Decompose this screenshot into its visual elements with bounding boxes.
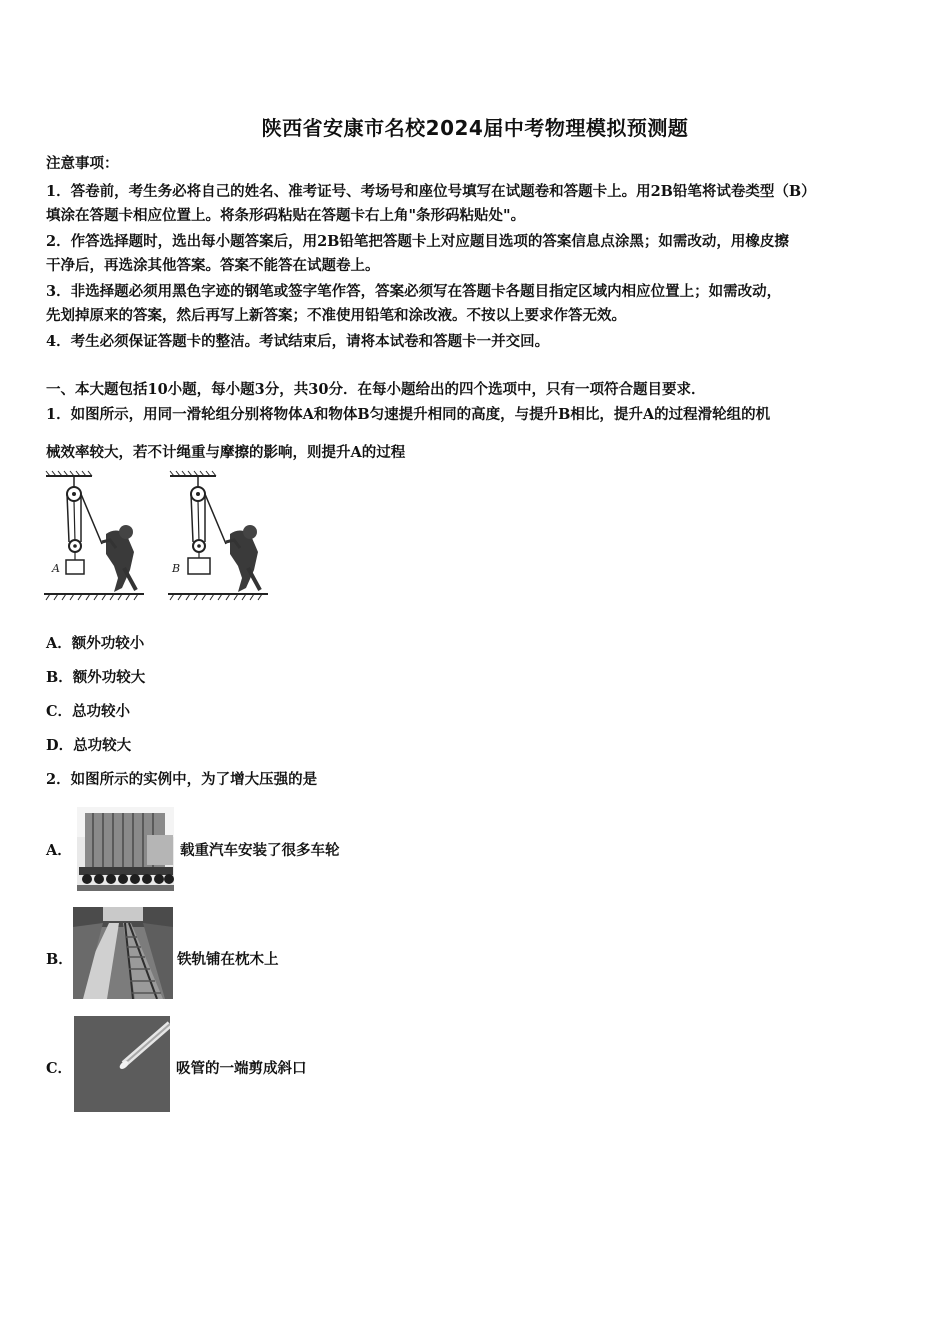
q1-option-a: A．额外功较小 <box>46 635 145 652</box>
notice-heading: 注意事项： <box>46 155 119 172</box>
notice-line-7: 4．考生必须保证答题卡的整洁。考试结束后，请将本试卷和答题卡一并交回。 <box>46 333 550 350</box>
q1-option-b: B．额外功较大 <box>46 669 146 686</box>
q2-option-b-label: B． <box>46 951 73 968</box>
q1-pulley-figure <box>44 470 270 604</box>
q2-option-c-label: C． <box>46 1060 73 1077</box>
q1-option-c: C．总功较小 <box>46 703 131 720</box>
pulley-apparatus-a <box>44 471 144 600</box>
truck-photo <box>77 807 174 891</box>
page-title: 陕西省安康市名校2024届中考物理模拟预测题 <box>261 116 689 140</box>
notice-line-6: 先划掉原来的答案，然后再写上新答案；不准使用铅笔和涂改液。不按以上要求作答无效。 <box>46 307 626 324</box>
q1-option-d: D．总功较大 <box>46 737 132 754</box>
notice-line-2: 填涂在答题卡相应位置上。将条形码粘贴在答题卡右上角"条形码粘贴处"。 <box>46 207 526 224</box>
section-heading: 一、本大题包括10小题，每小题3分，共30分．在每小题给出的四个选项中，只有一项符合题目要求． <box>46 381 706 398</box>
notice-line-1: 1．答卷前，考生务必将自己的姓名、准考证号、考场号和座位号填写在试题卷和答题卡上。用2B铅笔将试卷类型（B） <box>46 183 816 200</box>
q1-stem-line-2: 械效率较大，若不计绳重与摩擦的影响，则提升A的过程 <box>46 444 406 461</box>
q2-option-a-label: A． <box>46 842 72 859</box>
pulley-apparatus-b <box>168 471 268 600</box>
notice-line-3: 2．作答选择题时，选出每小题答案后，用2B铅笔把答题卡上对应题目选项的答案信息点涂黑；如需改动，用橡皮擦 <box>46 233 789 250</box>
notice-line-4: 干净后，再选涂其他答案。答案不能答在试题卷上。 <box>46 257 380 274</box>
pulley-label-b: B <box>172 562 181 575</box>
notice-line-5: 3．非选择题必须用黑色字迹的钢笔或签字笔作答，答案必须写在答题卡各题目指定区域内相应位置上；如需改动， <box>46 283 782 300</box>
q2-option-c-text: 吸管的一端剪成斜口 <box>176 1060 307 1077</box>
q2-option-a-text: 载重汽车安装了很多车轮 <box>180 842 340 859</box>
pulley-label-a: A <box>52 562 60 575</box>
q2-stem: 2．如图所示的实例中，为了增大压强的是 <box>46 771 318 788</box>
q1-stem-line-1: 1．如图所示，用同一滑轮组分别将物体A和物体B匀速提升相同的高度，与提升B相比，提升A的过程滑轮组的机 <box>46 406 771 423</box>
q2-option-b-text: 铁轨铺在枕木上 <box>177 951 279 968</box>
straw-photo <box>74 1016 170 1112</box>
railway-photo <box>73 907 173 999</box>
